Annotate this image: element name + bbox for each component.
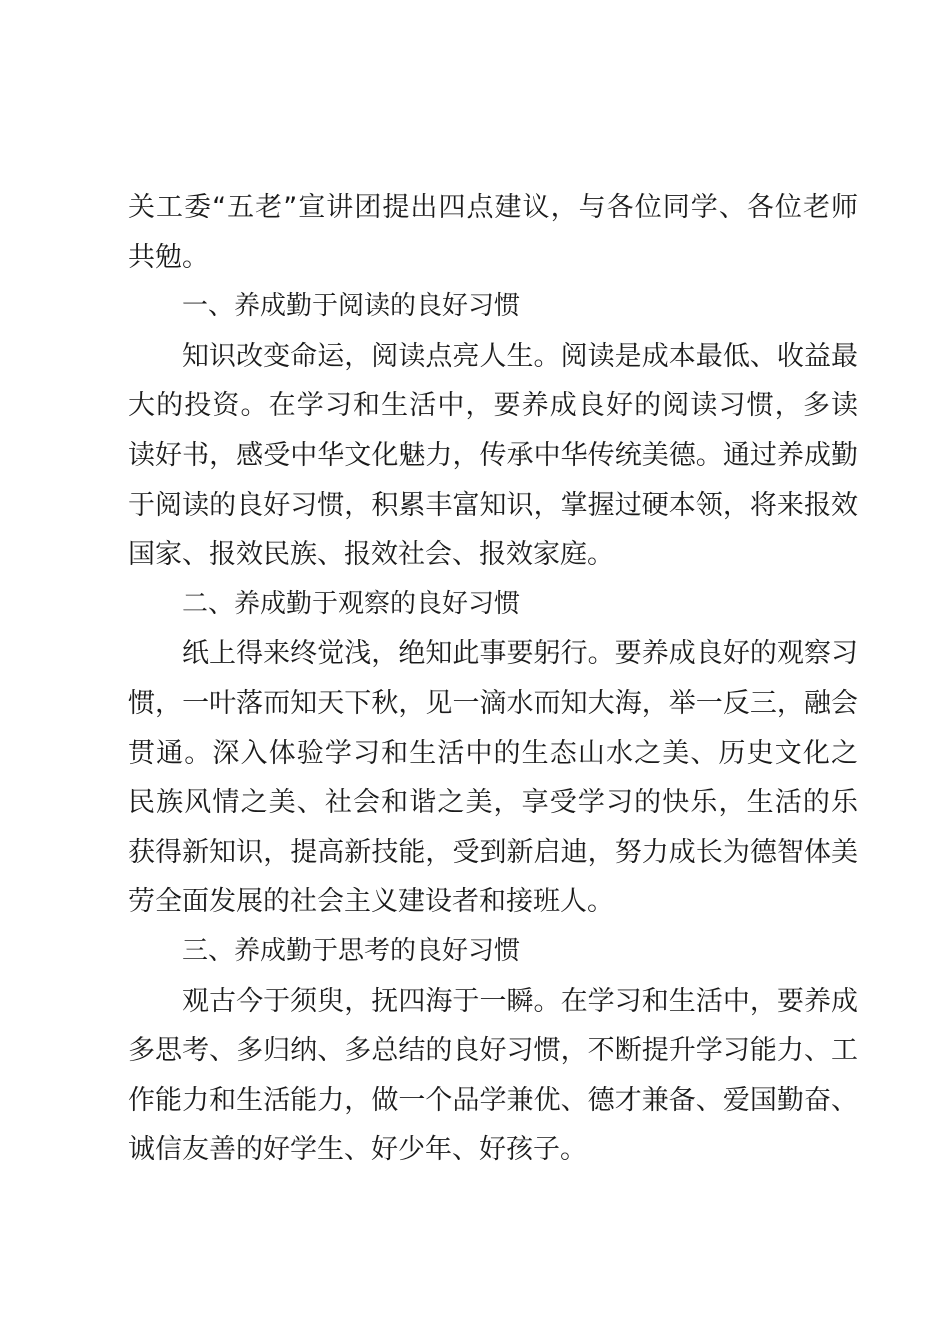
section-heading-3: 三、养成勤于思考的良好习惯 bbox=[182, 935, 521, 966]
section-1-line-1: 知识改变命运，阅读点亮人生。阅读是成本最低、收益最 bbox=[182, 340, 858, 372]
section-2-line-6: 劳全面发展的社会主义建设者和接班人。 bbox=[128, 886, 614, 918]
section-2-line-5: 获得新知识，提高新技能，受到新启迪，努力成长为德智体美 bbox=[128, 836, 858, 868]
section-2-line-3: 贯通。深入体验学习和生活中的生态山水之美、历史文化之 bbox=[128, 737, 858, 769]
section-3-line-4: 诚信友善的好学生、好少年、好孩子。 bbox=[128, 1134, 587, 1166]
section-1-line-2: 大的投资。在学习和生活中，要养成良好的阅读习惯，多读 bbox=[128, 390, 858, 422]
section-3-line-1: 观古今于须臾，抚四海于一瞬。在学习和生活中，要养成 bbox=[182, 985, 858, 1017]
section-3-line-3: 作能力和生活能力，做一个品学兼优、德才兼备、爱国勤奋、 bbox=[128, 1084, 858, 1116]
document-body bbox=[128, 183, 858, 1175]
section-1-line-4: 于阅读的良好习惯，积累丰富知识，掌握过硬本领，将来报效 bbox=[128, 489, 858, 521]
section-2-line-1: 纸上得来终觉浅，绝知此事要躬行。要养成良好的观察习 bbox=[182, 638, 858, 670]
section-1-line-3: 读好书，感受中华文化魅力，传承中华传统美德。通过养成勤 bbox=[128, 439, 858, 471]
paragraph-intro-line-2: 共勉。 bbox=[128, 241, 209, 273]
section-2-line-4: 民族风情之美、社会和谐之美，享受学习的快乐，生活的乐 bbox=[128, 787, 858, 819]
section-1-line-5: 国家、报效民族、报效社会、报效家庭。 bbox=[128, 539, 614, 571]
section-heading-2: 二、养成勤于观察的良好习惯 bbox=[182, 588, 521, 619]
section-3-line-2: 多思考、多归纳、多总结的良好习惯，不断提升学习能力、工 bbox=[128, 1035, 858, 1067]
section-heading-1: 一、养成勤于阅读的良好习惯 bbox=[182, 291, 521, 322]
paragraph-intro-line-1: 关工委“五老”宣讲团提出四点建议，与各位同学、各位老师 bbox=[128, 192, 858, 223]
section-2-line-2: 惯，一叶落而知天下秋，见一滴水而知大海，举一反三，融会 bbox=[128, 687, 858, 719]
